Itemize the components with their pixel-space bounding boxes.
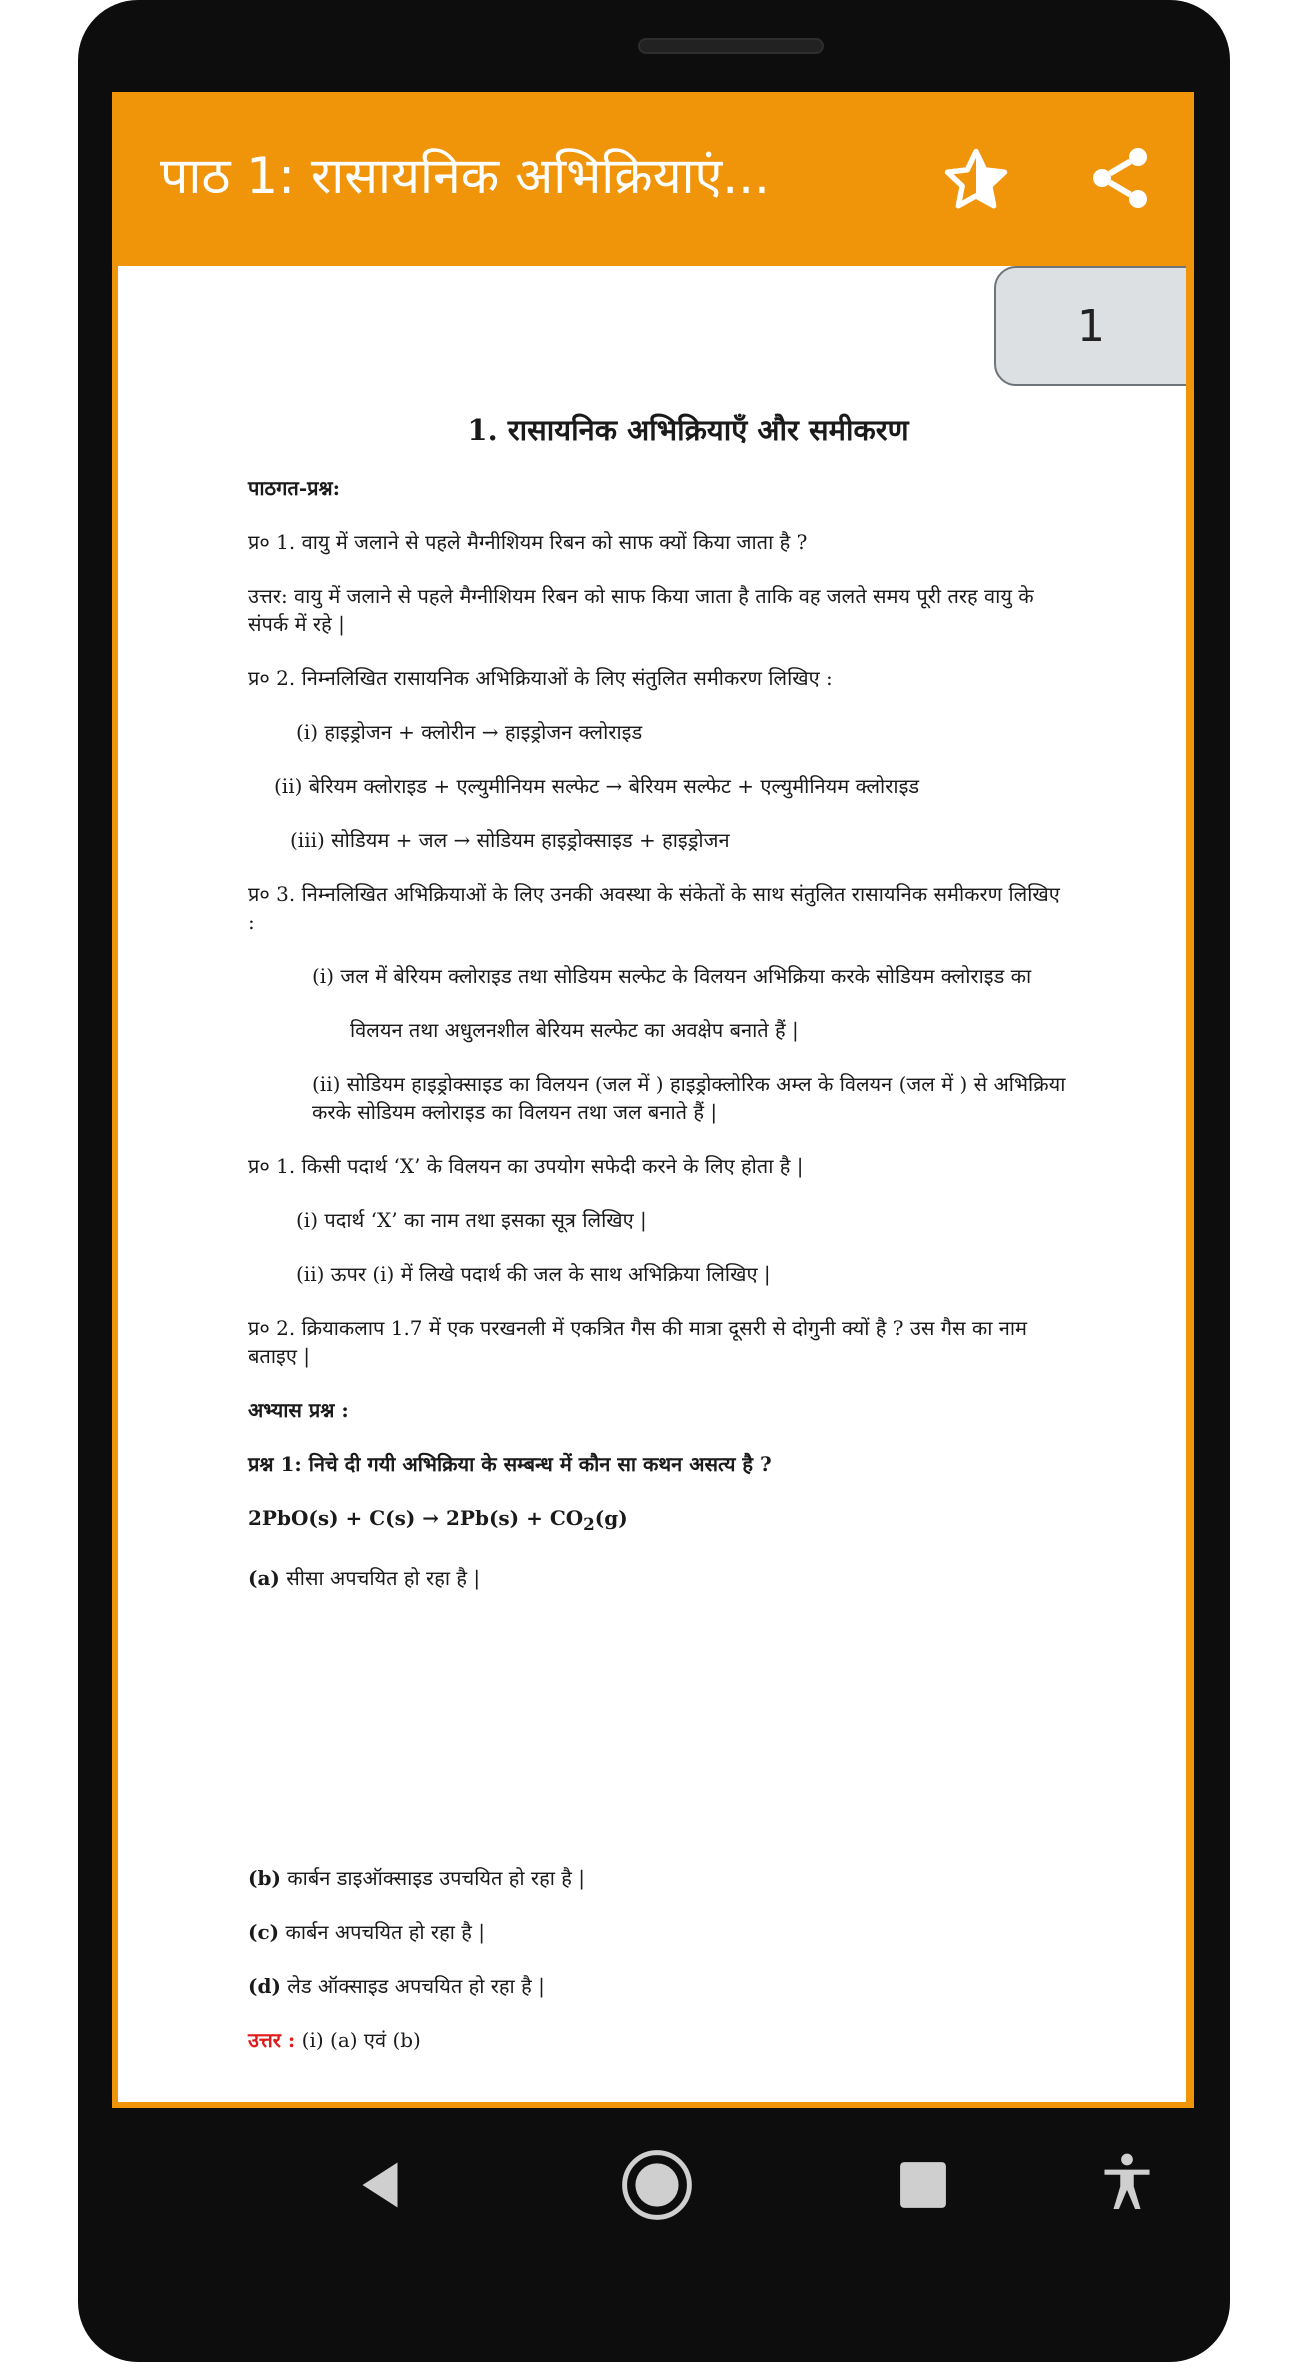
question-3-part-i-continued: विलयन तथा अधुलनशील बेरियम सल्फेट का अवक्षेप बनाते हैं |: [350, 1018, 799, 1042]
option-b: [248, 1864, 1068, 1892]
equation-main: 2PbO(s) + C(s) → 2Pb(s) + CO: [248, 1506, 584, 1530]
document-title: 1. रासायनिक अभिक्रियाएँ और समीकरण: [467, 413, 909, 447]
app-screen: [112, 92, 1194, 2108]
equation-subscript: 2: [583, 1514, 595, 1534]
answer-text: (i) (a) एवं (b): [295, 2028, 421, 2052]
question-2-part-i: (i) हाइड्रोजन + क्लोरीन → हाइड्रोजन क्लोराइड: [296, 720, 643, 744]
exercise-heading: अभ्यास प्रश्न :: [248, 1398, 349, 1422]
question-1: प्र० 1. वायु में जलाने से पहले मैग्नीशियम रिबन को साफ क्यों किया जाता है ?: [248, 530, 808, 554]
question-4: प्र० 1. किसी पदार्थ ‘X’ के विलयन का उपयोग सफेदी करने के लिए होता है |: [248, 1154, 804, 1178]
share-icon: [1084, 142, 1156, 214]
exercise-question-1: प्रश्न 1: निचे दी गयी अभिक्रिया के सम्बन्ध में कौन सा कथन असत्य है ?: [248, 1452, 772, 1476]
answer-1: उत्तर: वायु में जलाने से पहले मैग्नीशियम रिबन को साफ किया जाता है ताकि वह जलते समय पूरी तरह वायु के संपर्क में रहे |: [248, 584, 1034, 636]
option-b-label: (b): [248, 1866, 281, 1890]
option-d-label: (d): [248, 1974, 281, 1998]
option-a: [248, 1564, 1068, 1592]
option-d-text: लेड ऑक्साइड अपचयित हो रहा है |: [280, 1974, 545, 1998]
question-4-part-ii: (ii) ऊपर (i) में लिखे पदार्थ की जल के साथ अभिक्रिया लिखिए |: [296, 1262, 771, 1286]
option-b-text: कार्बन डाइऑक्साइड उपचयित हो रहा है |: [280, 1866, 585, 1890]
question-4-part-i: (i) पदार्थ ‘X’ का नाम तथा इसका सूत्र लिखिए |: [296, 1208, 647, 1232]
recent-square-icon: [898, 2160, 948, 2210]
option-c: [248, 1918, 1068, 1946]
option-a-text: सीसा अपचयित हो रहा है |: [279, 1566, 481, 1590]
nav-back-button[interactable]: [350, 2155, 410, 2215]
question-2-part-ii: (ii) बेरियम क्लोराइड + एल्युमीनियम सल्फेट → बेरियम सल्फेट + एल्युमीनियम क्लोराइड: [274, 774, 920, 798]
equation-end: (g): [594, 1506, 628, 1530]
share-button[interactable]: [1084, 142, 1156, 214]
option-a-label: (a): [248, 1566, 280, 1590]
section-heading: पाठगत-प्रश्न:: [248, 476, 341, 500]
question-2-part-iii: (iii) सोडियम + जल → सोडियम हाइड्रोक्साइड + हाइड्रोजन: [290, 828, 730, 852]
nav-home-button[interactable]: [620, 2148, 694, 2222]
question-2: प्र० 2. निम्नलिखित रासायनिक अभिक्रियाओं के लिए संतुलित समीकरण लिखिए :: [248, 666, 833, 690]
answer-line: [248, 2026, 1068, 2054]
page-number-badge: 1: [994, 266, 1186, 386]
option-c-label: (c): [248, 1920, 280, 1944]
answer-label: उत्तर :: [248, 2028, 296, 2052]
home-circle-icon: [620, 2148, 694, 2222]
option-d: [248, 1972, 1068, 2000]
nav-recent-apps-button[interactable]: [898, 2160, 948, 2210]
option-c-text: कार्बन अपचयित हो रहा है |: [279, 1920, 485, 1944]
star-half-icon: [940, 144, 1012, 216]
question-3: प्र० 3. निम्नलिखित अभिक्रियाओं के लिए उनकी अवस्था के संकेतों के साथ संतुलित रासायनिक समीकरण लिखिए :: [248, 882, 1060, 934]
back-triangle-icon: [350, 2155, 410, 2215]
accessibility-button[interactable]: [1100, 2152, 1154, 2212]
app-bar: [112, 92, 1194, 264]
bookmark-button[interactable]: [940, 144, 1012, 216]
question-3-part-i: (i) जल में बेरियम क्लोराइड तथा सोडियम सल्फेट के विलयन अभिक्रिया करके सोडियम क्लोराइड का: [312, 964, 1032, 988]
blank-space: [248, 1618, 1068, 1864]
accessibility-icon: [1100, 2152, 1154, 2212]
pdf-page[interactable]: [118, 266, 1186, 2102]
speaker-grille: [638, 38, 824, 54]
chapter-title: पाठ 1: रासायनिक अभिक्रियाएं...: [160, 147, 770, 205]
question-3-part-ii: (ii) सोडियम हाइड्रोक्साइड का विलयन (जल में ) हाइड्रोक्लोरिक अम्ल के विलयन (जल में ) से अभिक्रिया करके सोडियम क्लोराइड का विलयन तथा जल बनाते हैं |: [312, 1072, 1066, 1124]
chemical-equation: [248, 1504, 1068, 1538]
question-5: प्र० 2. क्रियाकलाप 1.7 में एक परखनली में एकत्रित गैस की मात्रा दूसरी से दोगुनी क्यों है ? उस गैस का नाम बताइए |: [248, 1316, 1027, 1368]
document-content: [248, 413, 1068, 2080]
